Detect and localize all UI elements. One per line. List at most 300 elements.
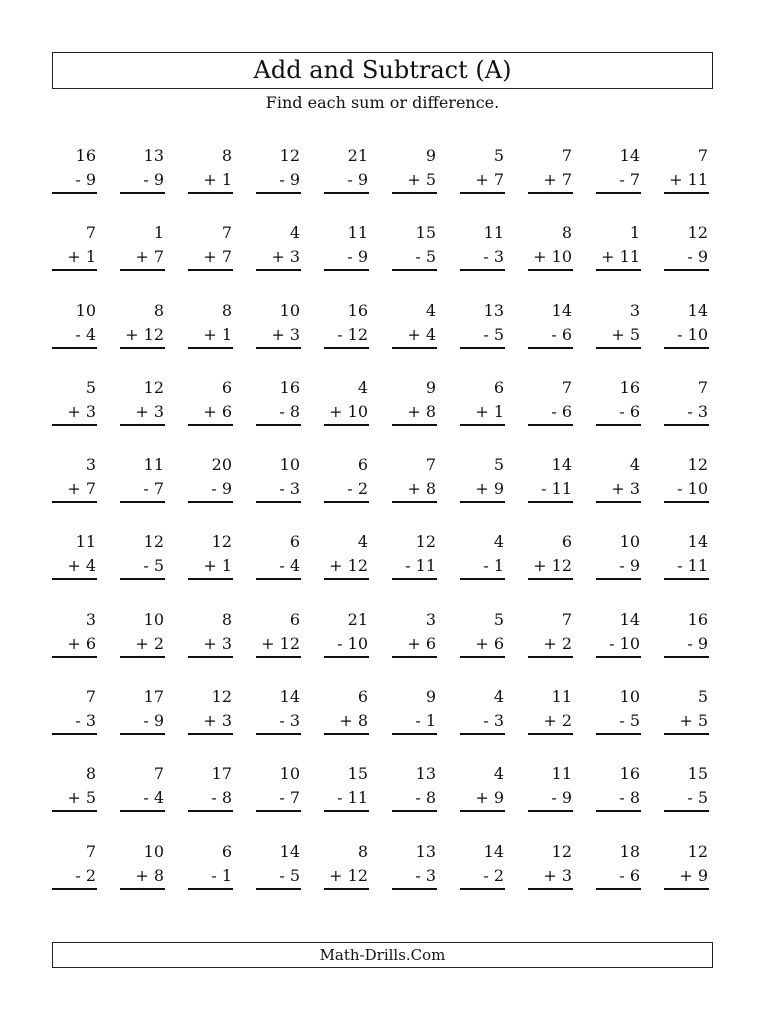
worksheet-title: Add and Subtract (A): [52, 52, 713, 89]
math-problem: [52, 840, 97, 917]
problem-top-number: 7: [221, 223, 232, 243]
problem-operand-line: - 2: [460, 864, 505, 890]
problem-top-number: 9: [425, 377, 436, 397]
problem-top-number: 6: [561, 532, 572, 552]
math-problem: [528, 221, 573, 298]
problem-top-number: 17: [211, 764, 232, 784]
problem-operand-line: + 4: [52, 554, 97, 580]
problem-top-number: 6: [289, 532, 300, 552]
problem-operand-line: - 6: [596, 864, 641, 890]
math-problem: [324, 376, 369, 453]
problem-top-number: 7: [561, 146, 572, 165]
math-problem: [188, 530, 233, 607]
problem-operand-line: + 10: [528, 245, 573, 271]
math-problem: [664, 376, 709, 453]
problem-top-number: 3: [425, 609, 436, 629]
problem-operand-line: - 9: [120, 168, 165, 194]
math-problem: [528, 762, 573, 839]
problem-top-number: 14: [279, 841, 300, 861]
problem-operand-line: - 3: [256, 477, 301, 503]
math-problem: [256, 762, 301, 839]
problem-operand-line: - 4: [52, 323, 97, 349]
math-problem: [52, 608, 97, 685]
math-problem: [528, 608, 573, 685]
problem-top-number: 10: [279, 764, 300, 784]
problem-top-number: 7: [561, 609, 572, 629]
problem-top-number: 12: [415, 532, 436, 552]
math-problem: [256, 299, 301, 376]
math-problem: [256, 376, 301, 453]
math-problem: [324, 840, 369, 917]
problem-operand-line: + 3: [188, 709, 233, 735]
problem-operand-line: + 2: [528, 632, 573, 658]
problem-top-number: 1: [629, 223, 640, 243]
math-problem: [256, 453, 301, 530]
problem-operand-line: - 11: [664, 554, 709, 580]
worksheet-instructions: Find each sum or difference.: [265, 93, 500, 112]
problem-operand-line: + 11: [596, 245, 641, 271]
problem-top-number: 10: [75, 300, 96, 320]
problem-operand-line: - 3: [392, 864, 437, 890]
problem-operand-line: - 3: [256, 709, 301, 735]
math-problem: [460, 299, 505, 376]
math-problem: [188, 299, 233, 376]
math-problem: [188, 453, 233, 530]
math-problem: [664, 144, 709, 221]
math-problem: [52, 144, 97, 221]
math-problem: [324, 299, 369, 376]
problem-operand-line: - 6: [528, 323, 573, 349]
problem-operand-line: + 8: [392, 477, 437, 503]
math-problem: [256, 144, 301, 221]
problem-operand-line: - 8: [392, 786, 437, 812]
problem-operand-line: - 7: [256, 786, 301, 812]
math-problem: [664, 221, 709, 298]
problem-top-number: 16: [619, 764, 640, 784]
problem-top-number: 16: [75, 146, 96, 165]
problem-operand-line: - 9: [596, 554, 641, 580]
math-problem: [324, 608, 369, 685]
problem-top-number: 11: [551, 687, 572, 707]
math-problem: [596, 144, 641, 221]
math-problem: [52, 376, 97, 453]
problem-operand-line: + 12: [324, 554, 369, 580]
problem-operand-line: + 4: [392, 323, 437, 349]
problem-operand-line: + 2: [528, 709, 573, 735]
math-problem: [664, 685, 709, 762]
footer-site-label: Math-Drills.Com: [52, 942, 713, 968]
problem-top-number: 3: [629, 300, 640, 320]
math-problem: [460, 840, 505, 917]
math-problem: [120, 376, 165, 453]
problem-top-number: 12: [687, 455, 708, 475]
problem-operand-line: - 5: [664, 786, 709, 812]
problem-operand-line: - 7: [596, 168, 641, 194]
problem-top-number: 14: [619, 146, 640, 165]
math-problem: [256, 608, 301, 685]
problem-operand-line: - 7: [120, 477, 165, 503]
problem-top-number: 16: [279, 377, 300, 397]
problem-top-number: 5: [493, 146, 504, 165]
problem-top-number: 5: [493, 609, 504, 629]
problem-top-number: 12: [143, 532, 164, 552]
math-problem: [324, 221, 369, 298]
problem-operand-line: + 11: [664, 168, 709, 194]
math-problem: [528, 840, 573, 917]
problem-top-number: 5: [85, 377, 96, 397]
math-problem: [52, 685, 97, 762]
problem-operand-line: - 5: [256, 864, 301, 890]
problem-top-number: 7: [153, 764, 164, 784]
math-problem: [596, 840, 641, 917]
problem-top-number: 14: [551, 300, 572, 320]
problem-top-number: 14: [619, 609, 640, 629]
problem-top-number: 18: [619, 841, 640, 861]
problem-top-number: 11: [347, 223, 368, 243]
problem-operand-line: + 7: [528, 168, 573, 194]
problem-operand-line: + 1: [188, 323, 233, 349]
problem-top-number: 8: [221, 609, 232, 629]
problem-operand-line: - 9: [188, 477, 233, 503]
math-problem: [324, 144, 369, 221]
math-problem: [460, 221, 505, 298]
problem-operand-line: + 12: [528, 554, 573, 580]
problem-top-number: 12: [211, 532, 232, 552]
problem-top-number: 5: [697, 687, 708, 707]
math-problem: [120, 453, 165, 530]
math-problem: [596, 762, 641, 839]
math-problem: [460, 453, 505, 530]
problem-top-number: 7: [85, 841, 96, 861]
problem-operand-line: + 12: [120, 323, 165, 349]
math-problem: [460, 762, 505, 839]
problem-operand-line: - 3: [460, 709, 505, 735]
problem-top-number: 4: [493, 532, 504, 552]
problem-operand-line: + 12: [324, 864, 369, 890]
problem-top-number: 10: [143, 841, 164, 861]
problem-operand-line: + 3: [120, 400, 165, 426]
problem-top-number: 11: [75, 532, 96, 552]
problem-top-number: 16: [687, 609, 708, 629]
problem-operand-line: + 3: [596, 477, 641, 503]
problem-operand-line: - 8: [596, 786, 641, 812]
problem-top-number: 4: [357, 532, 368, 552]
problem-operand-line: + 6: [188, 400, 233, 426]
problem-operand-line: - 4: [120, 786, 165, 812]
problem-top-number: 15: [347, 764, 368, 784]
problem-top-number: 14: [551, 455, 572, 475]
problem-operand-line: - 10: [664, 477, 709, 503]
problem-operand-line: + 5: [664, 709, 709, 735]
problem-top-number: 13: [415, 841, 436, 861]
math-problem: [324, 453, 369, 530]
math-problem: [392, 221, 437, 298]
problem-operand-line: - 11: [324, 786, 369, 812]
problem-top-number: 7: [85, 223, 96, 243]
problem-operand-line: + 9: [460, 477, 505, 503]
math-problem: [664, 453, 709, 530]
problem-operand-line: + 7: [188, 245, 233, 271]
problem-top-number: 20: [211, 455, 232, 475]
problem-top-number: 12: [211, 687, 232, 707]
problem-top-number: 3: [85, 609, 96, 629]
problem-top-number: 11: [143, 455, 164, 475]
problem-operand-line: - 9: [664, 245, 709, 271]
problem-operand-line: + 8: [120, 864, 165, 890]
problem-top-number: 3: [85, 455, 96, 475]
math-problem: [188, 221, 233, 298]
problem-top-number: 12: [143, 377, 164, 397]
problem-top-number: 10: [279, 300, 300, 320]
problem-top-number: 8: [221, 146, 232, 165]
problem-operand-line: - 2: [324, 477, 369, 503]
problem-top-number: 10: [619, 532, 640, 552]
math-problem: [528, 144, 573, 221]
problem-top-number: 21: [347, 146, 368, 165]
problem-top-number: 21: [347, 609, 368, 629]
problem-top-number: 14: [483, 841, 504, 861]
math-problem: [120, 221, 165, 298]
math-problem: [596, 221, 641, 298]
math-problem: [460, 376, 505, 453]
problem-operand-line: + 5: [596, 323, 641, 349]
problem-operand-line: + 8: [392, 400, 437, 426]
problem-operand-line: + 2: [120, 632, 165, 658]
math-problem: [664, 299, 709, 376]
problem-operand-line: - 9: [256, 168, 301, 194]
math-problem: [528, 299, 573, 376]
math-problem: [188, 376, 233, 453]
math-problem: [392, 685, 437, 762]
problem-top-number: 7: [697, 377, 708, 397]
math-problem: [188, 685, 233, 762]
math-problem: [392, 144, 437, 221]
problem-top-number: 14: [687, 300, 708, 320]
problem-top-number: 8: [153, 300, 164, 320]
problem-operand-line: + 1: [188, 168, 233, 194]
problem-top-number: 7: [697, 146, 708, 165]
problem-top-number: 10: [279, 455, 300, 475]
problem-operand-line: - 1: [460, 554, 505, 580]
problem-operand-line: - 10: [324, 632, 369, 658]
math-problem: [664, 608, 709, 685]
problem-top-number: 6: [493, 377, 504, 397]
math-problem: [460, 144, 505, 221]
math-problem: [256, 221, 301, 298]
problem-operand-line: - 5: [120, 554, 165, 580]
problem-top-number: 12: [551, 841, 572, 861]
problem-top-number: 15: [415, 223, 436, 243]
math-problem: [52, 530, 97, 607]
math-problem: [256, 530, 301, 607]
math-problem: [596, 453, 641, 530]
math-problem: [52, 453, 97, 530]
problem-top-number: 15: [687, 764, 708, 784]
problem-top-number: 4: [493, 687, 504, 707]
math-problem: [596, 299, 641, 376]
math-problem: [324, 762, 369, 839]
math-problem: [460, 608, 505, 685]
problem-top-number: 6: [357, 455, 368, 475]
problem-top-number: 13: [415, 764, 436, 784]
problem-operand-line: - 9: [528, 786, 573, 812]
problem-operand-line: - 5: [596, 709, 641, 735]
math-problem: [460, 530, 505, 607]
problem-top-number: 6: [221, 841, 232, 861]
problem-operand-line: - 9: [324, 245, 369, 271]
math-problem: [392, 299, 437, 376]
math-problem: [392, 762, 437, 839]
problem-top-number: 11: [483, 223, 504, 243]
math-problem: [596, 685, 641, 762]
problem-operand-line: + 6: [52, 632, 97, 658]
problem-operand-line: + 6: [460, 632, 505, 658]
problem-operand-line: + 9: [664, 864, 709, 890]
math-problem: [528, 376, 573, 453]
problem-operand-line: - 12: [324, 323, 369, 349]
problem-operand-line: - 8: [188, 786, 233, 812]
problem-operand-line: - 1: [188, 864, 233, 890]
math-problem: [392, 453, 437, 530]
problem-operand-line: + 3: [52, 400, 97, 426]
math-problem: [664, 530, 709, 607]
problem-top-number: 8: [561, 223, 572, 243]
math-problem: [392, 376, 437, 453]
problem-top-number: 6: [221, 377, 232, 397]
math-problem: [120, 840, 165, 917]
problem-operand-line: + 5: [392, 168, 437, 194]
math-problem: [120, 530, 165, 607]
problem-operand-line: - 6: [528, 400, 573, 426]
problem-operand-line: + 7: [460, 168, 505, 194]
problem-operand-line: + 1: [460, 400, 505, 426]
problem-operand-line: - 5: [460, 323, 505, 349]
problem-operand-line: - 3: [460, 245, 505, 271]
problem-operand-line: + 10: [324, 400, 369, 426]
problem-operand-line: + 1: [52, 245, 97, 271]
math-problem: [324, 685, 369, 762]
problem-top-number: 11: [551, 764, 572, 784]
problem-operand-line: + 3: [256, 323, 301, 349]
math-problem: [256, 840, 301, 917]
problem-top-number: 9: [425, 687, 436, 707]
math-problem: [188, 762, 233, 839]
problem-operand-line: - 1: [392, 709, 437, 735]
problem-top-number: 8: [85, 764, 96, 784]
math-problem: [392, 608, 437, 685]
problem-operand-line: + 9: [460, 786, 505, 812]
problem-top-number: 5: [493, 455, 504, 475]
problem-top-number: 8: [221, 300, 232, 320]
problem-top-number: 16: [619, 377, 640, 397]
math-problem: [596, 376, 641, 453]
problem-operand-line: - 9: [664, 632, 709, 658]
problem-top-number: 17: [143, 687, 164, 707]
problem-operand-line: + 3: [256, 245, 301, 271]
problem-operand-line: - 5: [392, 245, 437, 271]
problem-operand-line: + 7: [120, 245, 165, 271]
problem-top-number: 10: [619, 687, 640, 707]
problem-top-number: 4: [289, 223, 300, 243]
problem-top-number: 16: [347, 300, 368, 320]
math-problem: [256, 685, 301, 762]
problem-top-number: 14: [687, 532, 708, 552]
problem-top-number: 7: [561, 377, 572, 397]
math-problem: [324, 530, 369, 607]
problem-operand-line: + 7: [52, 477, 97, 503]
problem-operand-line: + 5: [52, 786, 97, 812]
math-problem: [460, 685, 505, 762]
problem-operand-line: - 4: [256, 554, 301, 580]
math-problem: [120, 608, 165, 685]
math-problem: [528, 685, 573, 762]
problem-operand-line: - 8: [256, 400, 301, 426]
problem-operand-line: + 3: [528, 864, 573, 890]
problem-top-number: 12: [687, 223, 708, 243]
math-problem: [120, 762, 165, 839]
math-problem: [664, 840, 709, 917]
math-problem: [52, 221, 97, 298]
problem-operand-line: - 9: [120, 709, 165, 735]
problem-top-number: 1: [153, 223, 164, 243]
problem-top-number: 4: [629, 455, 640, 475]
problem-grid: [52, 144, 717, 917]
math-problem: [392, 530, 437, 607]
problem-top-number: 6: [357, 687, 368, 707]
problem-operand-line: - 9: [52, 168, 97, 194]
problem-operand-line: - 9: [324, 168, 369, 194]
math-problem: [664, 762, 709, 839]
math-problem: [188, 144, 233, 221]
problem-top-number: 4: [425, 300, 436, 320]
problem-operand-line: + 12: [256, 632, 301, 658]
math-problem: [120, 144, 165, 221]
math-problem: [120, 685, 165, 762]
problem-operand-line: - 2: [52, 864, 97, 890]
problem-operand-line: + 1: [188, 554, 233, 580]
math-problem: [120, 299, 165, 376]
math-problem: [596, 530, 641, 607]
math-problem: [188, 608, 233, 685]
math-problem: [52, 762, 97, 839]
problem-operand-line: - 3: [52, 709, 97, 735]
problem-top-number: 12: [687, 841, 708, 861]
problem-top-number: 6: [289, 609, 300, 629]
math-problem: [596, 608, 641, 685]
problem-top-number: 14: [279, 687, 300, 707]
problem-operand-line: - 3: [664, 400, 709, 426]
problem-operand-line: + 3: [188, 632, 233, 658]
math-problem: [52, 299, 97, 376]
problem-top-number: 7: [85, 687, 96, 707]
problem-top-number: 4: [493, 764, 504, 784]
problem-operand-line: + 6: [392, 632, 437, 658]
problem-operand-line: - 10: [596, 632, 641, 658]
problem-operand-line: - 10: [664, 323, 709, 349]
problem-top-number: 9: [425, 146, 436, 165]
problem-top-number: 13: [483, 300, 504, 320]
math-problem: [528, 530, 573, 607]
problem-operand-line: - 11: [392, 554, 437, 580]
problem-operand-line: - 6: [596, 400, 641, 426]
problem-top-number: 8: [357, 841, 368, 861]
problem-top-number: 4: [357, 377, 368, 397]
problem-top-number: 7: [425, 455, 436, 475]
math-problem: [392, 840, 437, 917]
problem-operand-line: + 8: [324, 709, 369, 735]
problem-operand-line: - 11: [528, 477, 573, 503]
math-problem: [528, 453, 573, 530]
